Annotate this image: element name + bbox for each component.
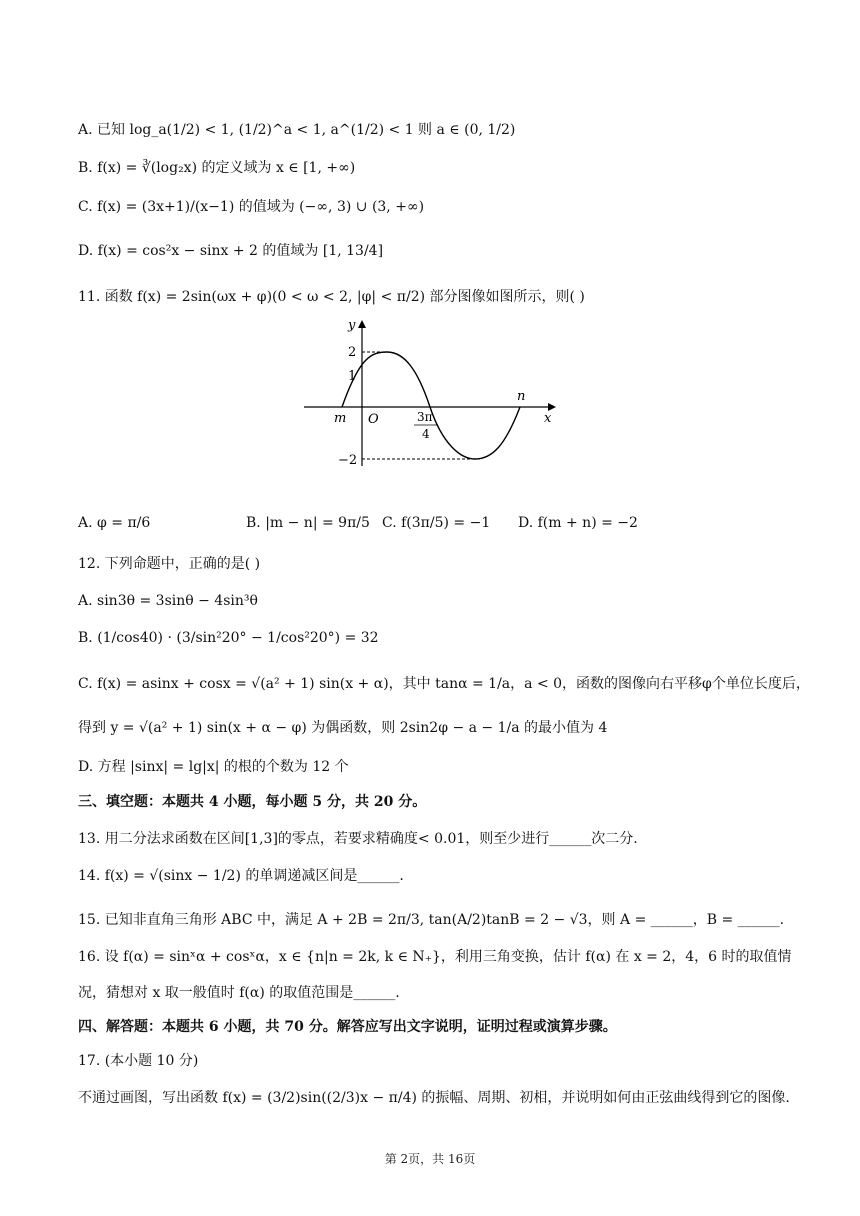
question-13: 13. 用二分法求函数在区间[1,3]的零点，若要求精确度< 0.01，则至少进行______次二分. bbox=[78, 831, 638, 847]
y-axis-label: y bbox=[348, 318, 356, 333]
x-tick-denominator: 4 bbox=[422, 427, 430, 441]
option-c-q10: C. f(x) = (3x+1)/(x−1) 的值域为 (−∞, 3) ∪ (3, +∞) bbox=[78, 199, 425, 215]
q12-option-c-line2: 得到 y = √(a² + 1) sin(x + α − φ) 为偶函数，则 2sin2φ − a − 1/a 的最小值为 4 bbox=[78, 720, 608, 736]
x-tick-numerator: 3π bbox=[417, 410, 433, 424]
option-b-q10: B. f(x) = ∛(log₂x) 的定义域为 x ∈ [1, +∞) bbox=[78, 160, 356, 176]
question-16-line2: 况，猜想对 x 取一般值时 f(α) 的取值范围是______. bbox=[78, 985, 400, 1001]
x-axis-arrow bbox=[548, 403, 556, 411]
question-11: 11. 函数 f(x) = 2sin(ωx + φ)(0 < ω < 2, |φ| < π/2) 部分图像如图所示，则( ) bbox=[78, 289, 585, 305]
n-label: n bbox=[517, 389, 526, 404]
y-tick-1: 1 bbox=[348, 369, 357, 384]
option-d-q10: D. f(x) = cos²x − sinx + 2 的值域为 [1, 13/4] bbox=[78, 243, 384, 259]
question-12: 12. 下列命题中，正确的是( ) bbox=[78, 556, 261, 572]
q11-option-c: C. f(3π/5) = −1 bbox=[382, 515, 491, 531]
y-tick-neg2: −2 bbox=[338, 453, 358, 468]
section-4-heading: 四、解答题：本题共 6 小题，共 70 分。解答应写出文字说明，证明过程或演算步骤。 bbox=[78, 1019, 617, 1035]
question-15: 15. 已知非直角三角形 ABC 中，满足 A + 2B = 2π/3, tan(A/2)tanB = 2 − √3，则 A = ______，B = ______. bbox=[78, 912, 785, 928]
sine-graph bbox=[300, 316, 560, 471]
q12-option-c-line1: C. f(x) = asinx + cosx = √(a² + 1) sin(x + α)，其中 tanα = 1/a，a < 0，函数的图像向右平移φ个单位长度后， bbox=[78, 676, 810, 692]
q12-option-b: B. (1/cos40) · (3/sin²20° − 1/cos²20°) = 32 bbox=[78, 630, 379, 646]
question-14: 14. f(x) = √(sinx − 1/2) 的单调递减区间是______. bbox=[78, 868, 404, 884]
q11-option-b: B. |m − n| = 9π/5 bbox=[246, 515, 370, 531]
y-tick-2: 2 bbox=[348, 345, 357, 360]
question-16-line1: 16. 设 f(α) = sinˣα + cosˣα，x ∈ {n|n = 2k, k ∈ N₊}，利用三角变换，估计 f(α) 在 x = 2，4，6 时的取值情 bbox=[78, 949, 792, 965]
question-17-title: 17. (本小题 10 分) bbox=[78, 1053, 199, 1069]
sine-curve bbox=[342, 352, 520, 459]
q12-option-a: A. sin3θ = 3sinθ − 4sin³θ bbox=[78, 593, 258, 609]
m-label: m bbox=[334, 411, 347, 426]
y-axis-arrow bbox=[358, 320, 366, 328]
q11-option-d: D. f(m + n) = −2 bbox=[518, 515, 638, 531]
x-axis-label: x bbox=[544, 411, 552, 426]
page-footer: 第 2页，共 16页 bbox=[384, 1152, 476, 1166]
question-17-text: 不通过画图，写出函数 f(x) = (3/2)sin((2/3)x − π/4) 的振幅、周期、初相，并说明如何由正弦曲线得到它的图像. bbox=[78, 1090, 790, 1106]
option-a-q10: A. 已知 log_a(1/2) < 1, (1/2)^a < 1, a^(1/2) < 1 则 a ∈ (0, 1/2) bbox=[78, 122, 516, 138]
q12-option-d: D. 方程 |sinx| = lg|x| 的根的个数为 12 个 bbox=[78, 759, 349, 775]
section-3-heading: 三、填空题：本题共 4 小题，每小题 5 分，共 20 分。 bbox=[78, 794, 427, 810]
q11-option-a: A. φ = π/6 bbox=[78, 515, 151, 531]
origin-label: O bbox=[368, 412, 379, 427]
